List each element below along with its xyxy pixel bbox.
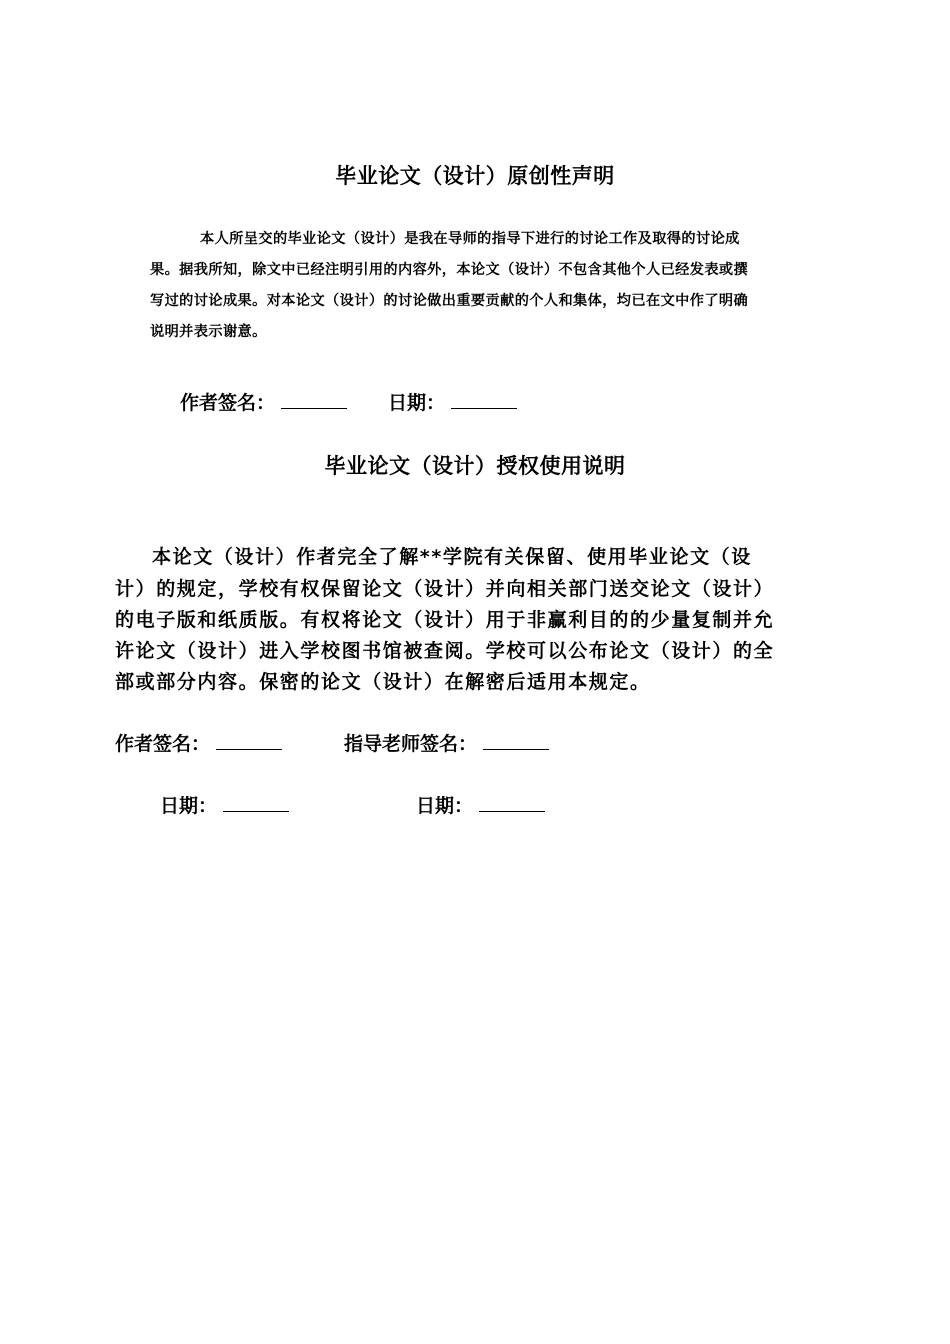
date-blank[interactable]	[451, 390, 517, 409]
authorization-advisor-signature	[344, 729, 549, 756]
author-signature-blank[interactable]	[216, 731, 282, 750]
authorization-line-3: 的电子版和纸质版。有权将论文（设计）用于非赢利目的的少量复制并允	[115, 609, 775, 631]
author-date-label: 日期：	[160, 795, 218, 817]
authorization-line-4: 许论文（设计）进入学校图书馆被查阅。学校可以公布论文（设计）的全	[115, 640, 775, 662]
authorization-statement-title: 毕业论文（设计）授权使用说明	[324, 454, 626, 478]
originality-line-2: 果。据我所知，除文中已经注明引用的内容外，本论文（设计）不包含其他个人已经发表或撰	[150, 262, 749, 278]
authorization-line-2: 计）的规定，学校有权保留论文（设计）并向相关部门送交论文（设计）	[115, 578, 775, 600]
advisor-signature-blank[interactable]	[483, 731, 549, 750]
originality-line-1: 本人所呈交的毕业论文（设计）是我在导师的指导下进行的讨论工作及取得的讨论成	[200, 231, 740, 247]
author-signature-label: 作者签名：	[180, 392, 276, 414]
date-label: 日期：	[388, 392, 446, 414]
originality-line-4: 说明并表示谢意。	[150, 324, 267, 340]
advisor-date-blank[interactable]	[479, 793, 545, 812]
author-signature-label: 作者签名：	[115, 733, 211, 755]
originality-line-3: 写过的讨论成果。对本论文（设计）的讨论做出重要贡献的个人和集体，均已在文中作了明确	[150, 293, 749, 309]
authorization-author-signature	[115, 729, 282, 756]
author-date-blank[interactable]	[223, 793, 289, 812]
authorization-line-1: 本论文（设计）作者完全了解**学院有关保留、使用毕业论文（设	[152, 546, 752, 568]
originality-author-signature	[180, 388, 347, 415]
authorization-advisor-date	[416, 791, 545, 818]
author-signature-blank[interactable]	[281, 390, 347, 409]
originality-date	[388, 388, 517, 415]
advisor-signature-label: 指导老师签名：	[344, 733, 478, 755]
advisor-date-label: 日期：	[416, 795, 474, 817]
authorization-author-date	[160, 791, 289, 818]
originality-statement-title: 毕业论文（设计）原创性声明	[335, 164, 615, 188]
authorization-line-5: 部或部分内容。保密的论文（设计）在解密后适用本规定。	[115, 671, 651, 693]
